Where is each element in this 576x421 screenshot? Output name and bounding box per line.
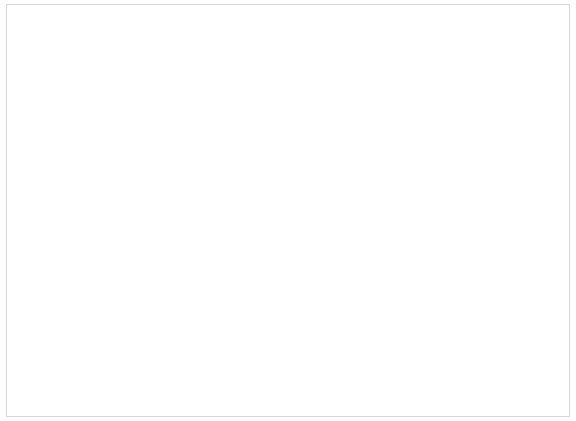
notice-title xyxy=(7,6,569,22)
notice-page xyxy=(6,4,570,417)
notice-body xyxy=(7,22,569,398)
